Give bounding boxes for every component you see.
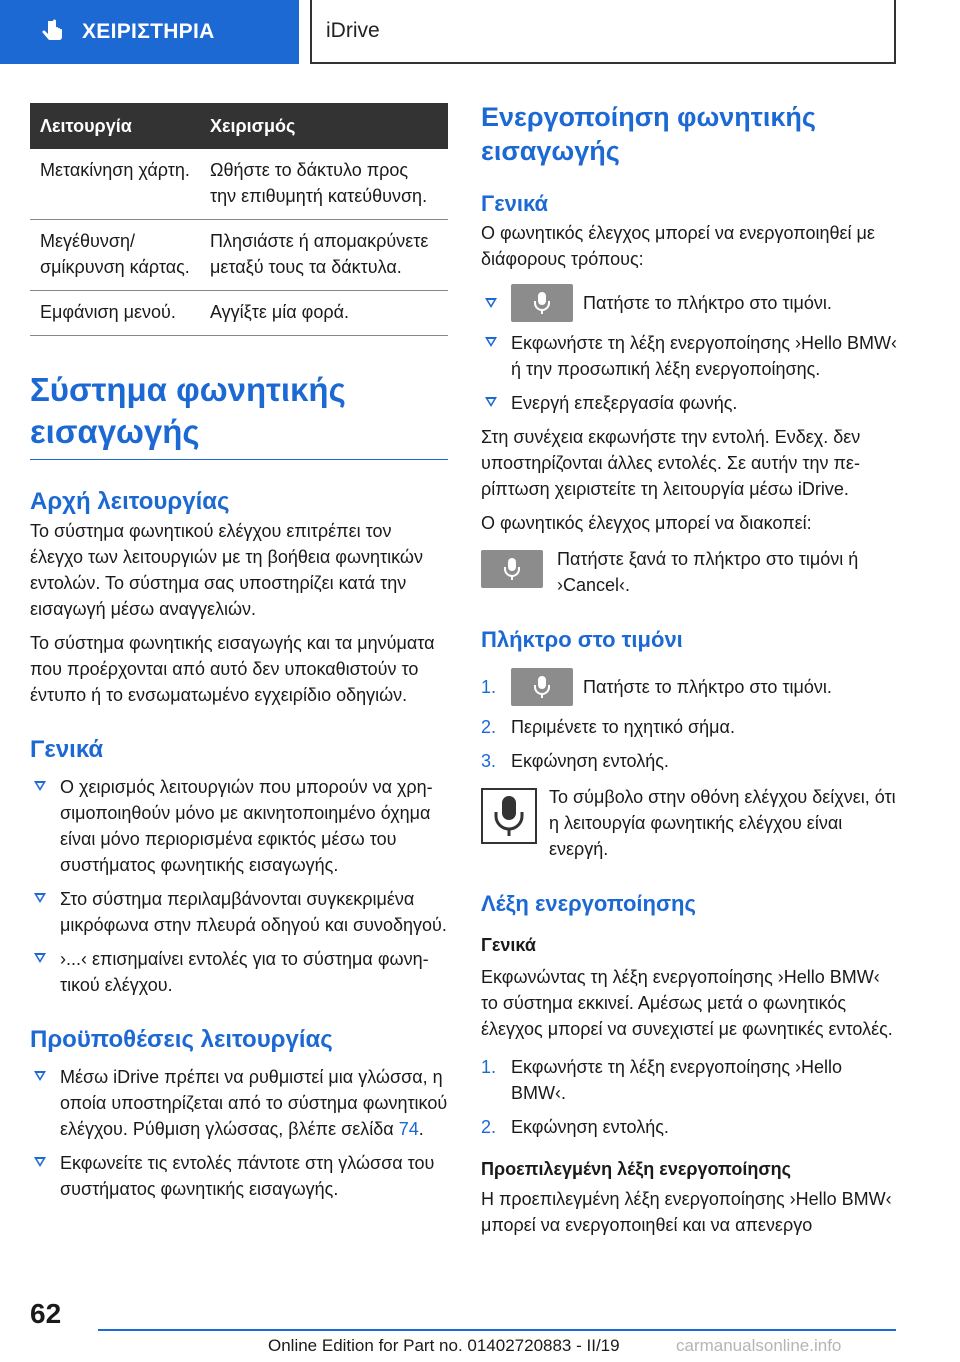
table-cell: Μετακίνηση χάρτη.	[30, 149, 200, 220]
bullet-triangle-icon	[485, 298, 497, 308]
list-item: Ενεργή επεξεργασία φωνής.	[481, 390, 899, 416]
microphone-symbol-icon	[481, 788, 537, 844]
steering-wheel-voice-button-icon	[511, 668, 573, 706]
table-cell: Μεγέθυνση/ σμίκρυνση κάρτας.	[30, 220, 200, 291]
heading-wake-word: Λέξη ενεργοποίησης	[481, 891, 696, 916]
subheading-default-wake-word: Προεπιλεγμένη λέξη ενεργοποίησης	[481, 1159, 791, 1179]
table-header: Λειτουργία	[30, 103, 200, 149]
bullet-triangle-icon	[34, 953, 46, 963]
section-tab[interactable]	[0, 0, 299, 64]
bullet-triangle-icon	[485, 397, 497, 407]
chapter-title: iDrive	[310, 0, 896, 64]
heading-steering-key: Πλήκτρο στο τιμόνι	[481, 627, 683, 652]
paragraph: Ο φωνητικός έλεγχος μπορεί να ενεργοποιηθεί με διάφορους τρόπους:	[481, 223, 875, 269]
table-header: Χειρισμός	[200, 103, 448, 149]
steering-wheel-voice-button-icon	[511, 284, 573, 322]
table-row	[30, 149, 448, 220]
table-row	[30, 291, 448, 336]
list-item: ›...‹ επισημαίνει εντολές για το σύστημα φωνητικού ελέγχου.	[30, 946, 448, 998]
paragraph: Το σύστημα φωνητικού ελέγχου επιτρέπει τον έλεγχο των λειτουργιών με τη βοήθεια φωνητικών εντολών. Το σύστημα σας υποστηρίζει κατά την εισαγωγή μέσω αναγγελιών.	[30, 521, 423, 619]
cancel-row	[481, 546, 899, 598]
list-item: 2. Εκφώνηση εντολής.	[481, 1117, 669, 1137]
symbol-note: Το σύμβολο στην οθόνη ελέγχου δείχνει, ότι η λειτουργία φωνητικής ελέγχου είναι ενεργή.	[549, 787, 896, 859]
list-item: 3. Εκφώνηση εντολής.	[481, 751, 669, 771]
footer-rule	[98, 1329, 896, 1331]
heading-general: Γενικά	[30, 736, 104, 763]
heading-principle: Αρχή λειτουργίας	[30, 488, 230, 515]
paragraph: Το σύστημα φωνητικής εισαγωγής και τα μηνύματα που προέρχονται από αυτό δεν υποκαθιστούν το έντυπο ή το ενσωματωμένο εγχειρίδιο οδηγιών.	[30, 633, 435, 705]
list-item: 1. Εκφωνήστε τη λέξη ενεργοποίησης ›Hello BMW‹.	[481, 1057, 843, 1103]
bullet-triangle-icon	[34, 1157, 46, 1167]
cancel-text: Πατήστε ξανά το πλήκτρο στο τιμόνι ή ›Cancel‹.	[557, 549, 859, 595]
table-cell: Ωθήστε το δάκτυλο προς την επιθυμητή κατεύθυνση.	[200, 149, 448, 220]
section-tab-label: ΧΕΙΡΙΣΤΗΡΙΑ	[82, 20, 215, 43]
right-column	[481, 100, 899, 1238]
paragraph: Η προεπιλεγμένη λέξη ενεργοποίησης ›Hello BMW‹ μπορεί να ενεργοποιηθεί και να απενεργο	[481, 1189, 892, 1235]
heading-activate-voice-input: Ενεργοποίηση φωνητικής εισαγωγής	[481, 102, 816, 166]
subheading-general: Γενικά	[481, 935, 536, 955]
bullet-triangle-icon	[34, 893, 46, 903]
table-cell: Αγγίξτε μία φορά.	[200, 291, 448, 336]
heading-voice-input-system: Σύστημα φωνητικής εισαγωγής	[30, 371, 346, 450]
heading-rule	[30, 459, 448, 460]
page-link[interactable]: 74	[398, 1119, 419, 1139]
steering-wheel-voice-button-icon	[481, 550, 543, 588]
list-item: Εκφωνείτε τις εντολές πάντοτε στη γλώσσα του συστήματος φωνητικής εισαγωγής.	[30, 1150, 448, 1202]
list-item: Πατήστε το πλήκτρο στο τιμόνι.	[481, 284, 899, 322]
symbol-row	[481, 784, 899, 862]
list-item: 1. Πατήστε το πλήκτρο στο τιμόνι.	[481, 668, 899, 706]
paragraph: Εκφωνώντας τη λέξη ενεργοποίησης ›Hello BMW‹ το σύστημα εκκινεί. Αμέσως μετά ο φωνητικός έλεγχος μπορεί να συνεχιστεί με φωνητικές εντολές.	[481, 967, 893, 1039]
bullet-triangle-icon	[34, 1071, 46, 1081]
list-item: Ο χειρισμός λειτουργιών που μπορούν να χρησιμοποιηθούν μόνο με ακινητοποιημένο όχημα είναι μόνο περιορισμένα εφικτός μέσω του συστήματος φωνητικής εισαγωγής.	[30, 774, 448, 878]
edition-text: Online Edition for Part no. 01402720883 - II/19	[268, 1336, 620, 1355]
page-number: 62	[30, 1298, 62, 1329]
table-cell: Πλησιάστε ή απομακρύνετε μεταξύ τους τα δάκτυλα.	[200, 220, 448, 291]
list-item: Εκφωνήστε τη λέξη ενεργοποίησης ›Hello BMW‹ ή την προσωπική λέξη ενεργοποίησης.	[481, 330, 899, 382]
paragraph: Ο φωνητικός έλεγχος μπορεί να διακοπεί:	[481, 513, 812, 533]
table-cell: Εμφάνιση μενού.	[30, 291, 200, 336]
bullet-triangle-icon	[485, 337, 497, 347]
left-column	[30, 103, 448, 1202]
list-item: Μέσω iDrive πρέπει να ρυθμιστεί μια γλώσσα, η οποία υποστηρίζεται από το σύστημα φωνητικού ελέγχου. Ρύθμιση γλώσσας, βλέπε σελίδα 74.	[30, 1064, 448, 1142]
paragraph: Στη συνέχεια εκφωνήστε την εντολή. Ενδεχ. δεν υποστηρίζονται άλλες εντολές. Σε αυτήν την περίπτωση χειριστείτε τη λειτουργία μέσω iDrive.	[481, 427, 861, 499]
watermark: carmanualsonline.info	[676, 1336, 842, 1355]
bullet-triangle-icon	[34, 781, 46, 791]
heading-prerequisites: Προϋποθέσεις λειτουργίας	[30, 1026, 333, 1053]
list-item: 2. Περιμένετε το ηχητικό σήμα.	[481, 717, 735, 737]
gesture-table	[30, 103, 448, 336]
heading-general: Γενικά	[481, 191, 549, 216]
table-row	[30, 220, 448, 291]
list-item: Στο σύστημα περιλαμβάνονται συγκεκριμένα μικρόφωνα στην πλευρά οδηγού και συνοδηγού.	[30, 886, 448, 938]
hand-pointer-icon	[38, 18, 66, 46]
